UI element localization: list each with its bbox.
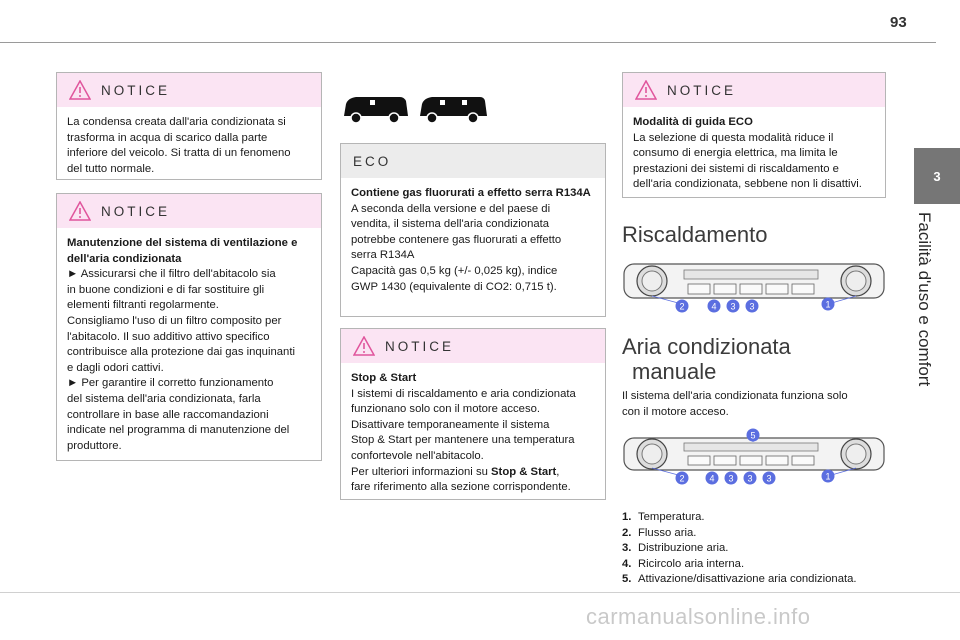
svg-text:3: 3 xyxy=(730,301,736,312)
text-line: del tutto normale. xyxy=(67,162,155,175)
footer-rule xyxy=(0,592,960,593)
legend-number: 1. xyxy=(622,511,632,523)
notice-title: NOTICE xyxy=(101,203,171,219)
text-line-bold: Stop & Start xyxy=(351,372,417,384)
eco-header xyxy=(341,144,605,178)
text-line: dell'aria condizionata, sebbene non li disattivi. xyxy=(633,178,862,191)
text-line: consumo di energia elettrica, ma limita le xyxy=(633,147,838,160)
svg-text:2: 2 xyxy=(679,473,685,484)
svg-text:1: 1 xyxy=(825,471,831,482)
eco-title: ECO xyxy=(353,153,392,169)
svg-text:3: 3 xyxy=(766,473,772,484)
legend-item xyxy=(622,572,902,588)
text-line: ► Per garantire il corretto funzionamento xyxy=(67,377,274,390)
legend-number: 3. xyxy=(622,542,632,555)
legend-text: Ricircolo aria interna. xyxy=(638,557,745,570)
title-line: manuale xyxy=(632,359,717,384)
text-line: La selezione di questa modalità riduce il xyxy=(633,131,834,144)
text-line: Il sistema dell'aria condizionata funziona solo xyxy=(622,390,848,402)
text-line: Disattivare temporaneamente il sistema xyxy=(351,418,550,431)
svg-text:5: 5 xyxy=(750,430,756,441)
text-line-bold: R134A xyxy=(555,187,591,199)
text-line: Stop & Start per mantenere una temperatura xyxy=(351,434,575,447)
text-line: funzionano solo con il motore acceso. xyxy=(351,403,541,416)
notice-header xyxy=(57,194,321,228)
text-line: Capacità gas 0,5 kg (+/- 0,025 kg), indice xyxy=(351,264,558,277)
text-line: La condensa creata dall'aria condizionata si xyxy=(67,116,286,128)
panel-buttons xyxy=(688,284,814,294)
svg-text:2: 2 xyxy=(679,301,685,312)
svg-text:3: 3 xyxy=(749,301,755,312)
legend-item xyxy=(622,541,902,557)
notice-maintenance xyxy=(56,193,322,461)
manual-ac-text xyxy=(622,389,882,420)
text-line: con il motore acceso. xyxy=(622,405,729,418)
text-line: inferiore del veicolo. Si tratta di un fenomeno xyxy=(67,147,291,160)
van-icons xyxy=(340,92,490,126)
callout-5 xyxy=(747,429,760,442)
callout-2 xyxy=(676,300,689,313)
notice-header xyxy=(57,73,321,107)
text-line: contribuisce alla protezione dai gas inquinanti xyxy=(67,346,295,359)
text-line: potrebbe contenere gas fluorurati a effetto xyxy=(351,233,562,246)
page-number: 93 xyxy=(890,14,907,31)
callout-3 xyxy=(725,472,738,485)
text-line-bold: Modalità di guida ECO xyxy=(633,116,753,128)
text-line: Consigliamo l'uso di un filtro composito per xyxy=(67,314,282,327)
text-line: I sistemi di riscaldamento e aria condizionata xyxy=(351,387,576,400)
callout-1 xyxy=(822,298,835,311)
watermark: carmanualsonline.info xyxy=(586,604,811,629)
warning-icon xyxy=(69,201,91,221)
text-line: ► Assicurarsi che il filtro dell'abitacolo sia xyxy=(67,268,276,281)
text-line: e dagli odori cattivi. xyxy=(67,361,164,374)
legend-list xyxy=(622,510,902,588)
text-line: l'abitacolo. Il suo additivo attivo specifico xyxy=(67,330,270,343)
notice-eco-mode xyxy=(622,72,886,198)
callout-1 xyxy=(822,470,835,483)
svg-text:4: 4 xyxy=(711,301,717,312)
text-line: controllare in base alle raccomandazioni xyxy=(67,408,269,421)
notice-stop-start xyxy=(340,328,606,500)
warning-icon xyxy=(353,336,375,356)
notice-header xyxy=(341,329,605,363)
chapter-title: Facilità d'uso e comfort xyxy=(915,212,934,387)
legend-number: 4. xyxy=(622,557,632,570)
text-fragment: , xyxy=(556,465,560,478)
callout-3 xyxy=(746,300,759,313)
notice-body xyxy=(341,363,605,506)
heating-panel-diagram xyxy=(622,258,886,318)
warning-icon xyxy=(69,80,91,100)
notice-body xyxy=(623,107,885,203)
legend-item xyxy=(622,526,902,542)
callout-3 xyxy=(744,472,757,485)
text-line: GWP 1430 (equivalente di CO2: 0,715 t). xyxy=(351,280,557,293)
notice-body xyxy=(57,107,321,187)
legend-item xyxy=(622,557,902,573)
text-line: trasforma in acqua di scarico dalla parte xyxy=(67,131,268,144)
text-line-bold: dell'aria condizionata xyxy=(67,252,182,265)
van-icon xyxy=(420,97,487,123)
notice-title: NOTICE xyxy=(101,82,171,98)
text-fragment: Per ulteriori informazioni su xyxy=(351,465,492,478)
legend-text: Distribuzione aria. xyxy=(638,542,729,555)
notice-title: NOTICE xyxy=(667,82,737,98)
header-rule xyxy=(0,42,936,43)
text-line: in buone condizioni e di far sostituire gli xyxy=(67,283,265,296)
text-line: fare riferimento alla sezione corrispondente. xyxy=(351,481,571,494)
notice-title: NOTICE xyxy=(385,338,455,354)
svg-text:3: 3 xyxy=(747,473,753,484)
text-line: serra R134A xyxy=(351,249,415,262)
notice-header xyxy=(623,73,885,107)
warning-icon xyxy=(635,80,657,100)
text-line-bold: Manutenzione del sistema di ventilazione e xyxy=(67,237,298,249)
legend-text: Flusso aria. xyxy=(638,526,697,539)
text-line: indicate nel programma di manutenzione del xyxy=(67,424,290,437)
notice-condensation xyxy=(56,72,322,180)
legend-text: Attivazione/disattivazione aria condizionata. xyxy=(638,573,857,586)
svg-text:3: 3 xyxy=(728,473,734,484)
callout-4 xyxy=(708,300,721,313)
van-icon xyxy=(344,97,408,123)
svg-text:1: 1 xyxy=(825,299,831,310)
legend-number: 5. xyxy=(622,573,632,586)
callout-3 xyxy=(727,300,740,313)
manual-ac-panel-diagram xyxy=(622,428,886,488)
text-line: prestazioni dei sistemi di riscaldamento e xyxy=(633,162,839,175)
title-line: Aria condizionata xyxy=(622,334,791,359)
text-line-bold: Contiene gas fluorurati a effetto serra xyxy=(351,187,553,199)
notice-body xyxy=(57,228,321,464)
manual-ac-title xyxy=(622,334,791,384)
heating-title: Riscaldamento xyxy=(622,222,768,247)
eco-box xyxy=(340,143,606,317)
text-line-mixed xyxy=(351,465,595,481)
text-line: elementi filtranti regolarmente. xyxy=(67,299,219,312)
svg-text:4: 4 xyxy=(709,473,715,484)
text-line: confortevole nell'abitacolo. xyxy=(351,449,484,462)
text-line: vendita, il sistema dell'aria condizionata xyxy=(351,218,550,231)
text-line: del sistema dell'aria condizionata, farla xyxy=(67,392,261,405)
panel-buttons xyxy=(688,456,814,465)
chapter-number: 3 xyxy=(933,168,941,184)
text-line: produttore. xyxy=(67,439,122,452)
text-line: A seconda della versione e del paese di xyxy=(351,202,551,215)
legend-item xyxy=(622,510,902,526)
callout-3 xyxy=(763,472,776,485)
callout-4 xyxy=(706,472,719,485)
legend-text: Temperatura. xyxy=(638,511,705,523)
callout-2 xyxy=(676,472,689,485)
text-fragment-bold: Stop & Start xyxy=(491,465,557,478)
chapter-tab[interactable] xyxy=(914,148,960,204)
legend-number: 2. xyxy=(622,526,632,539)
eco-body xyxy=(341,178,605,305)
